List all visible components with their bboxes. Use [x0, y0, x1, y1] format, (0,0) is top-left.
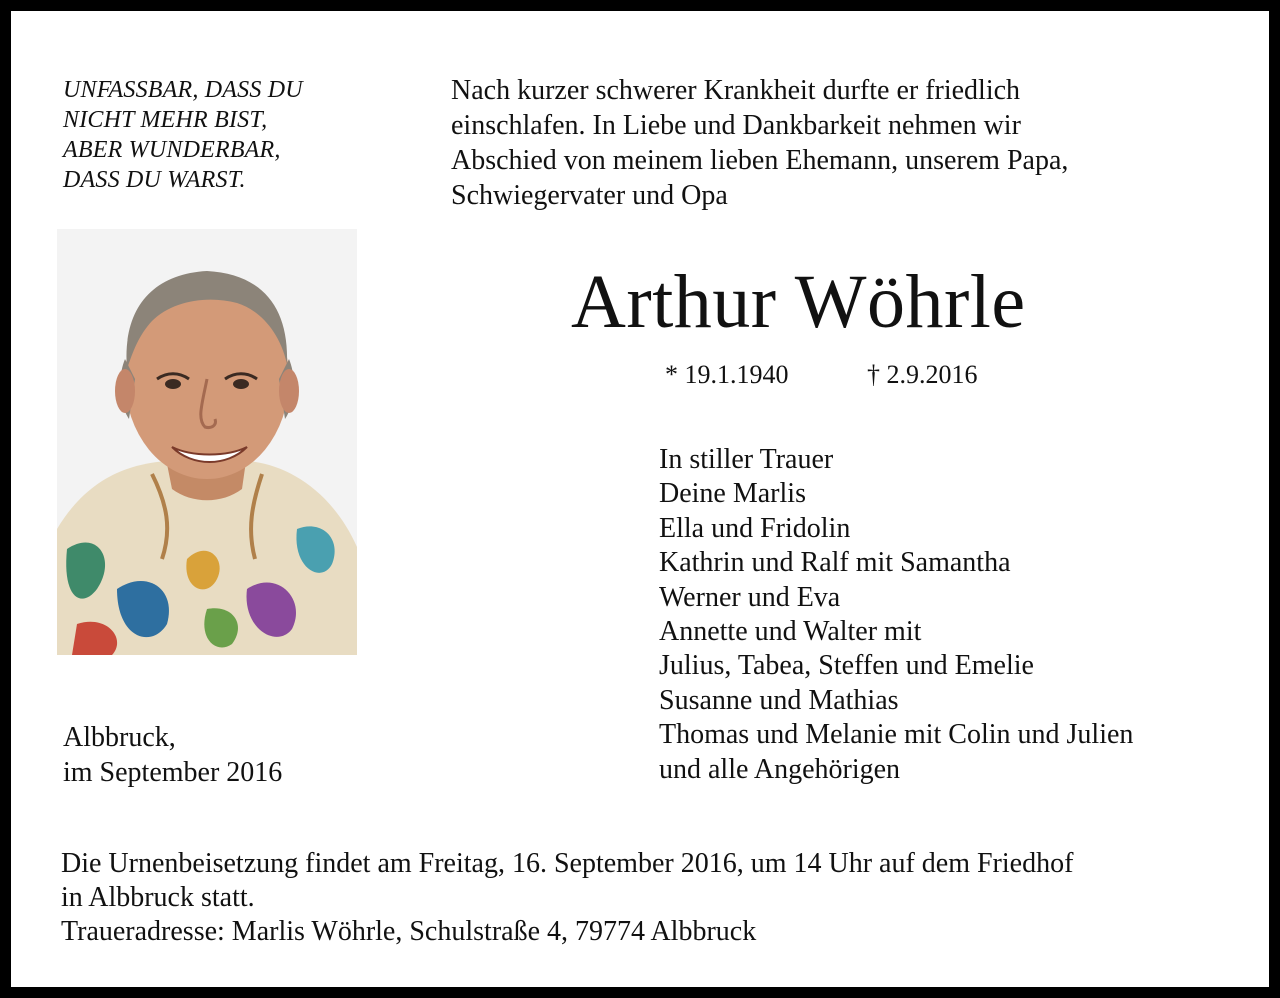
- place-line: im September 2016: [63, 757, 283, 788]
- motto-line: UNFASSBAR, DASS DU: [63, 77, 303, 103]
- funeral-details: [61, 847, 1073, 949]
- intro-text: [451, 73, 1068, 213]
- place-line: Albbruck,: [63, 722, 176, 753]
- mourner-line: Julius, Tabea, Steffen und Emelie: [659, 650, 1034, 682]
- mourner-line: Susanne und Mathias: [659, 684, 899, 716]
- motto-quote: [63, 75, 303, 195]
- intro-line: Abschied von meinem lieben Ehemann, unserem Papa,: [451, 145, 1069, 176]
- place-date: [63, 720, 282, 790]
- mourner-line: Ella und Fridolin: [659, 512, 851, 544]
- mourner-line: Kathrin und Ralf mit Samantha: [659, 547, 1011, 579]
- motto-line: DASS DU WARST.: [63, 167, 246, 193]
- footer-line: Die Urnenbeisetzung findet am Freitag, 16. September 2016, um 14 Uhr auf dem Friedhof: [61, 848, 1074, 879]
- footer-line: Traueradresse: Marlis Wöhrle, Schulstraße 4, 79774 Albbruck: [61, 916, 757, 947]
- mourner-line: Thomas und Melanie mit Colin und Julien: [659, 719, 1134, 751]
- mourner-line: Werner und Eva: [659, 581, 841, 613]
- birth-date: * 19.1.1940: [665, 360, 789, 389]
- intro-line: Nach kurzer schwerer Krankheit durfte er friedlich: [451, 75, 1021, 106]
- death-date: † 2.9.2016: [867, 360, 978, 389]
- deceased-name: Arthur Wöhrle: [571, 260, 1026, 344]
- mourner-line: und alle Angehörigen: [659, 753, 901, 785]
- footer-line: in Albbruck statt.: [61, 882, 255, 913]
- mourner-line: In stiller Trauer: [659, 444, 834, 475]
- mourner-line: Annette und Walter mit: [659, 616, 922, 648]
- intro-line: einschlafen. In Liebe und Dankbarkeit nehmen wir: [451, 110, 1021, 141]
- portrait-photo: [57, 229, 357, 655]
- mourners-list: [659, 443, 1133, 787]
- mourner-line: Deine Marlis: [659, 478, 806, 510]
- motto-line: NICHT MEHR BIST,: [63, 107, 268, 133]
- intro-line: Schwiegervater und Opa: [451, 180, 728, 211]
- motto-line: ABER WUNDERBAR,: [63, 137, 281, 163]
